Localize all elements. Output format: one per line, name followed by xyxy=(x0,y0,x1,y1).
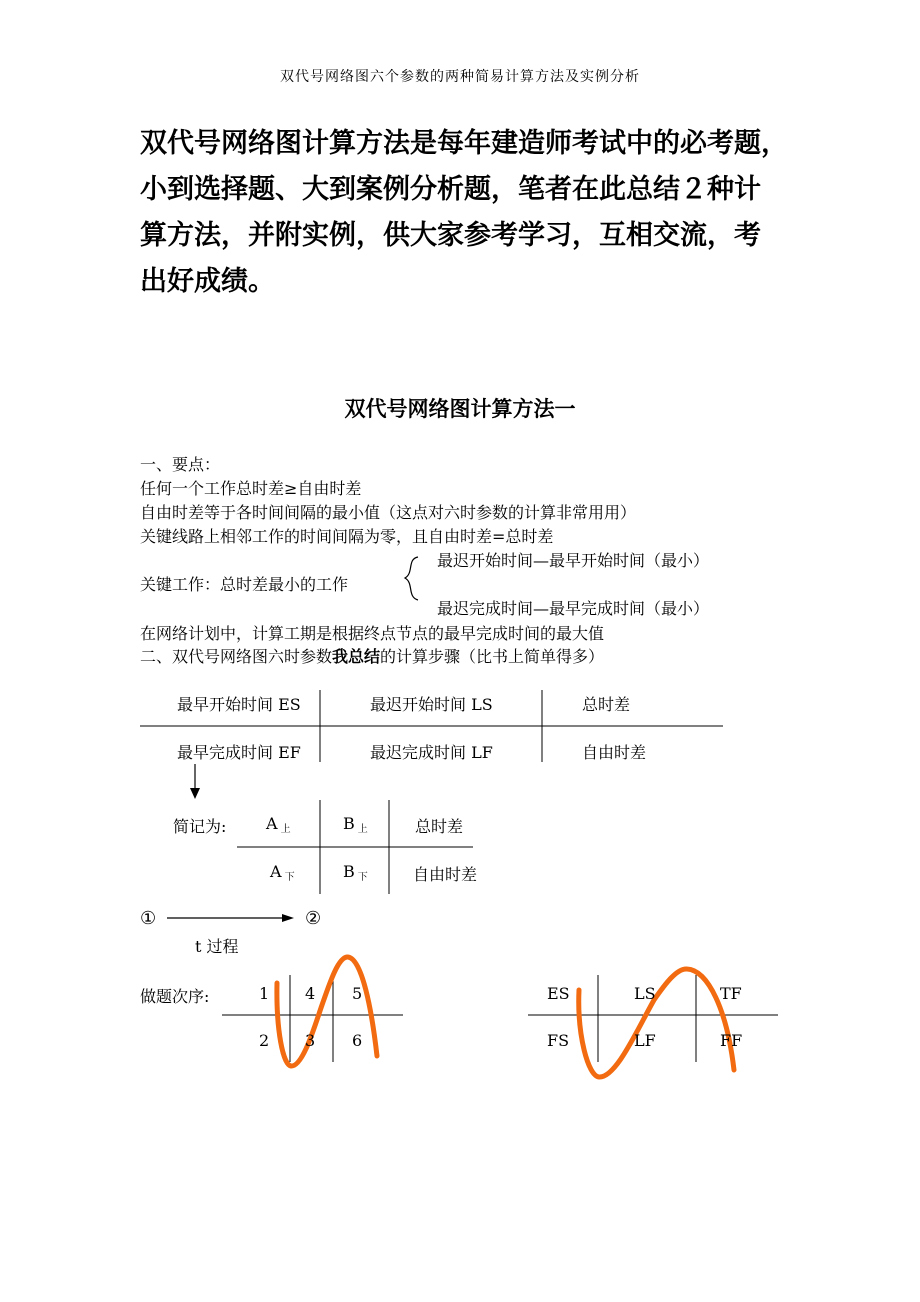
steps-suffix: 的计算步骤（比书上简单得多） xyxy=(380,647,605,666)
steps-prefix: 二、双代号网络图六时参数 xyxy=(140,647,333,666)
points-heading: 一、要点： xyxy=(140,455,221,474)
page-header: 双代号网络图六个参数的两种简易计算方法及实例分析 xyxy=(280,69,640,85)
param-free-float: 自由时差 xyxy=(582,743,647,762)
point-line-4: 在网络计划中，计算工期是根据终点节点的最早完成时间的最大值 xyxy=(140,624,605,643)
short-a-down-sub: 下 xyxy=(284,872,295,883)
param-lf: 最迟完成时间 LF xyxy=(370,743,493,762)
short-b-up-letter: B xyxy=(343,814,355,833)
intro-line-2: 小到选择题、大到案例分析题，笔者在此总结２种计 xyxy=(140,174,761,205)
short-a-up xyxy=(266,814,291,835)
order-num-5: 5 xyxy=(352,984,363,1003)
brace-item-bottom: 最迟完成时间—最早完成时间（最小） xyxy=(437,599,710,618)
intro-line-4: 出好成绩。 xyxy=(140,266,275,297)
point-line-1: 任何一个工作总时差≥自由时差 xyxy=(140,479,362,498)
order-code-ff: FF xyxy=(720,1031,743,1050)
order-label: 做题次序: xyxy=(140,987,210,1006)
process-start-node: ① xyxy=(140,908,157,929)
process-label: t 过程 xyxy=(195,937,239,956)
order-code-es: ES xyxy=(547,984,570,1003)
critical-work-label: 关键工作：总时差最小的工作 xyxy=(140,575,349,594)
short-free-float: 自由时差 xyxy=(413,865,478,884)
param-ls: 最迟开始时间 LS xyxy=(370,695,493,714)
order-code-fs: FS xyxy=(547,1031,570,1050)
down-arrow-head xyxy=(190,788,200,799)
section-title: 双代号网络图计算方法一 xyxy=(344,396,576,421)
brace-item-top: 最迟开始时间—最早开始时间（最小） xyxy=(437,551,710,570)
order-num-1: 1 xyxy=(259,984,270,1003)
order-stroke-right xyxy=(579,969,734,1077)
order-code-ls: LS xyxy=(634,984,656,1003)
order-num-4: 4 xyxy=(305,984,316,1003)
param-es: 最早开始时间 ES xyxy=(177,695,301,714)
short-b-down-letter: B xyxy=(343,862,355,881)
order-code-lf: LF xyxy=(634,1031,656,1050)
order-num-2: 2 xyxy=(259,1031,270,1050)
short-a-up-sub: 上 xyxy=(280,824,291,835)
short-a-down xyxy=(270,862,295,883)
param-ef: 最早完成时间 EF xyxy=(177,743,301,762)
process-end-node: ② xyxy=(305,908,322,929)
order-code-tf: TF xyxy=(720,984,742,1003)
process-arrow-head xyxy=(282,914,294,922)
param-total-float: 总时差 xyxy=(582,695,631,714)
short-a-down-letter: A xyxy=(270,862,282,881)
short-b-up-sub: 上 xyxy=(357,824,368,835)
short-total-float: 总时差 xyxy=(415,817,464,836)
point-line-3: 关键线路上相邻工作的时间间隔为零，且自由时差=总时差 xyxy=(140,527,554,546)
point-line-2: 自由时差等于各时间间隔的最小值（这点对六时参数的计算非常用用） xyxy=(140,503,637,522)
order-num-3: 3 xyxy=(305,1031,316,1050)
order-num-6: 6 xyxy=(352,1031,363,1050)
intro-line-1: 双代号网络图计算方法是每年建造师考试中的必考题， xyxy=(140,128,788,159)
short-b-down-sub: 下 xyxy=(357,872,368,883)
short-b-down xyxy=(343,862,368,883)
brace-icon xyxy=(405,557,418,600)
short-a-up-letter: A xyxy=(266,814,278,833)
short-label: 简记为: xyxy=(173,817,227,836)
steps-bold: 我总结 xyxy=(332,647,381,666)
short-b-up xyxy=(343,814,368,835)
intro-line-3: 算方法，并附实例，供大家参考学习，互相交流，考 xyxy=(140,220,761,251)
